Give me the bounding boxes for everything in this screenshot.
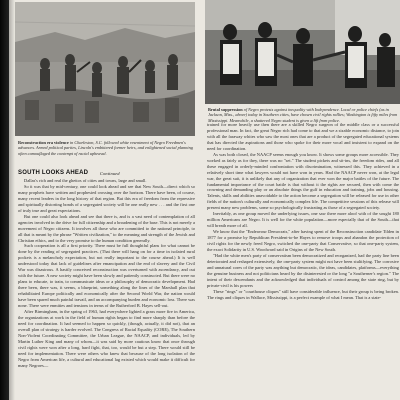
article-column-right: [207, 122, 399, 400]
police-suppression-photo: [205, 0, 400, 104]
left-caption-text: in Charleston, S.C. followed white resentment of Negro Freedmen's advances. Armed political parties, Lincoln's embittered former heirs, and enlightened social planning often camouflaged the contempt of racial upheaval.: [18, 140, 193, 156]
paragraph: After Birmingham, in the spring of 1963, had everywhere lighted a grass more fire in America, the organizations at work in the field of human rights began to find more sharply than before the need for coordination. It had seemed to happen so quickly, (though, actually, it did not), that an overall plan of strategy is harder evolved. The Congress of Racial Equality (CORE), The Southern Non-Violent Coordinating Committee, the Urban League, the NAACP, and individuals, led by Martin Luther King and many of whom—it was said by more cautious know that once through civil rights were won after a long, hard fight, that, too, would be but a step. There would still be need for implementation. There were others who knew that because of the long isolation of the Negro from American life, a cultural and educational lag existed which would make it difficult for many Negroes—: [18, 308, 195, 368]
reconstruction-violence-illustration: [15, 2, 195, 136]
paragraph: But one could also look ahead and see that there is, and is a vast need of contemplation of all agencies involved in the drive for full citizenship and a broadening of the base. This is not merely a movement of Negro citizens. It involves all those who are committed to the national principle, to all that is meant by the phrase "Written civilization," to the meaning and strength of the Jewish and Christian ethics, and to the very promise to the human condition generally.: [18, 213, 195, 243]
paragraph: "Had the white men's party of conservatism been democratized and reorganized, had the party line been deteriorated and reshaped extensively, the one-party system might not have been stultifying. The corrosive and unnatural cores of the party was anything but democratic, the ideas, candidates, platforms—everything the genuine business and not politicians heard by the disinterested or the long "a Southerner's region." The intent of their descendants and the acknowledged that individuals of control among the state ring, but by private-civil is his powers: [207, 252, 399, 288]
paragraph: Dallas's rich and real the ghettos of cities and towns, large and small.: [24, 178, 147, 183]
paragraph: We know that the "Endeavour Democrats," after having spent of the Reconstruction candidate Tilden in 1877 for a promise by Republican President-to-be Hayes to remove troops and abandon the protection of civil rights for the newly freed Negro, switched the one-party that Conservative, so that one-party system, the exact Solidarity in U.S. Woodward said in Origins of the New South.: [207, 229, 399, 253]
page-edge-shadow: [0, 0, 9, 400]
article-column-left: [18, 178, 195, 400]
article-headline: SOUTH LOOKS AHEAD: [18, 170, 89, 176]
paragraph: Such cooperation is all a first priority. There must be full thoughtful plans for what cannot be done by the reading of segregated practices. (That there will hang on for a time in isolated rural pockets is a melancholy expectation, but not really important to the course ahead.) It is well understood today that lack of guidelines after emancipation and the end of slavery and the Civil War was disastrous. A hastily conceived reconstruction was overturned with ascendancy, and out with the future. A new society might have been slowly and patiently constructed. But there were no plans to educate, to train, to communicate ideas or a philosophy of democratic development. Had there been, there was, it seems, a blueprint, something along the lines of the Marshall plan that rehabilitated Europe politically and economically after the Second World War, the nation would have been spared much painful travail, and an accompanying burden and economic loss. There was none. There were enmities and tensions in terms of the Rutherford B. Hayes sell-out.: [18, 243, 195, 309]
left-caption-lead: Reconstruction era violence: [18, 140, 69, 145]
left-photo-caption: [18, 140, 194, 156]
right-caption-lead: Brutal suppression: [208, 107, 243, 112]
paragraph: These "rings" or "courthouse cliques" still have considerable influence, but their group is being broken. The rings and cliques in Wallace, Mississippi, is a perfect example of what I mean. That is a state-: [207, 288, 399, 300]
paragraph: Inevitably, as one group moved the underlying issues, one saw there more aloof with of the sought 180 million Americans are Negro. It is well for the white population—more especially that of the South—that will breath more of all.: [207, 211, 399, 229]
paragraph: So it was that by mid-century, one could look ahead and see that New South—direct which so many prophets have written and prophesied crossing over the horizon. There have been, of course, many recent leaders in the long history of that region. But this era of freedom from the repressive and spiritually distorting bonds of a segregated society will be one really new . . . and the first one of truly true and great expectations.: [18, 183, 195, 213]
paragraph: trained for more heavily use then there are a skilled Negro surgeon of the middle class or a successful professional man. In fact, the great Negro rich had come to that and we a sizable economic distance, to join with all the faraway whites who saw the most ones that are a product of the segregated educational systems that has directed the aspirations and those who spoke for their more vocal and insistent to expand on the need for coordination.: [207, 122, 399, 151]
paper-sheet: [9, 0, 400, 400]
continued-label: Continued: [100, 171, 120, 176]
right-caption-text: of Negro protests against inequality with Independence. Local or police chiefs (as in Jackson, Miss., above) today in Southern cities, have chosen civil rights rallies; Washington is fifty miles from Mississippi. Meanwhile, a shattered Negro student is given a lift from police.: [208, 107, 398, 123]
paragraph: As was both closed, the NAACP seems enough you know. It shows some groups more accessible. They worked as fairly as for they, there was no "set." The student pickets and sit-ins, the freedom rides, and all these engaged in orderly-minded confrontation with discrimination, witnessed this. They achieved in a relatively short time what lawyers would not have won in years. Had the NAACP never won, at the legal war, the great suit, it is unlikely that any of organization that ever won the major battles of the future. The fundamental importance of the court battle is that without it the rights are secured, then with come the crowning and demanding play or an absolute things the gulf in education and training, jobs and housing. Talents, skills and abilities unavoidable to the action become a segregation will be released for use in other fields of the nation's culturally and economically complex life. The competitive sessions of this release will present many new problems, some so psychologically frustrating as those of a segregated society.: [207, 151, 399, 211]
right-photo-caption: [208, 107, 398, 123]
